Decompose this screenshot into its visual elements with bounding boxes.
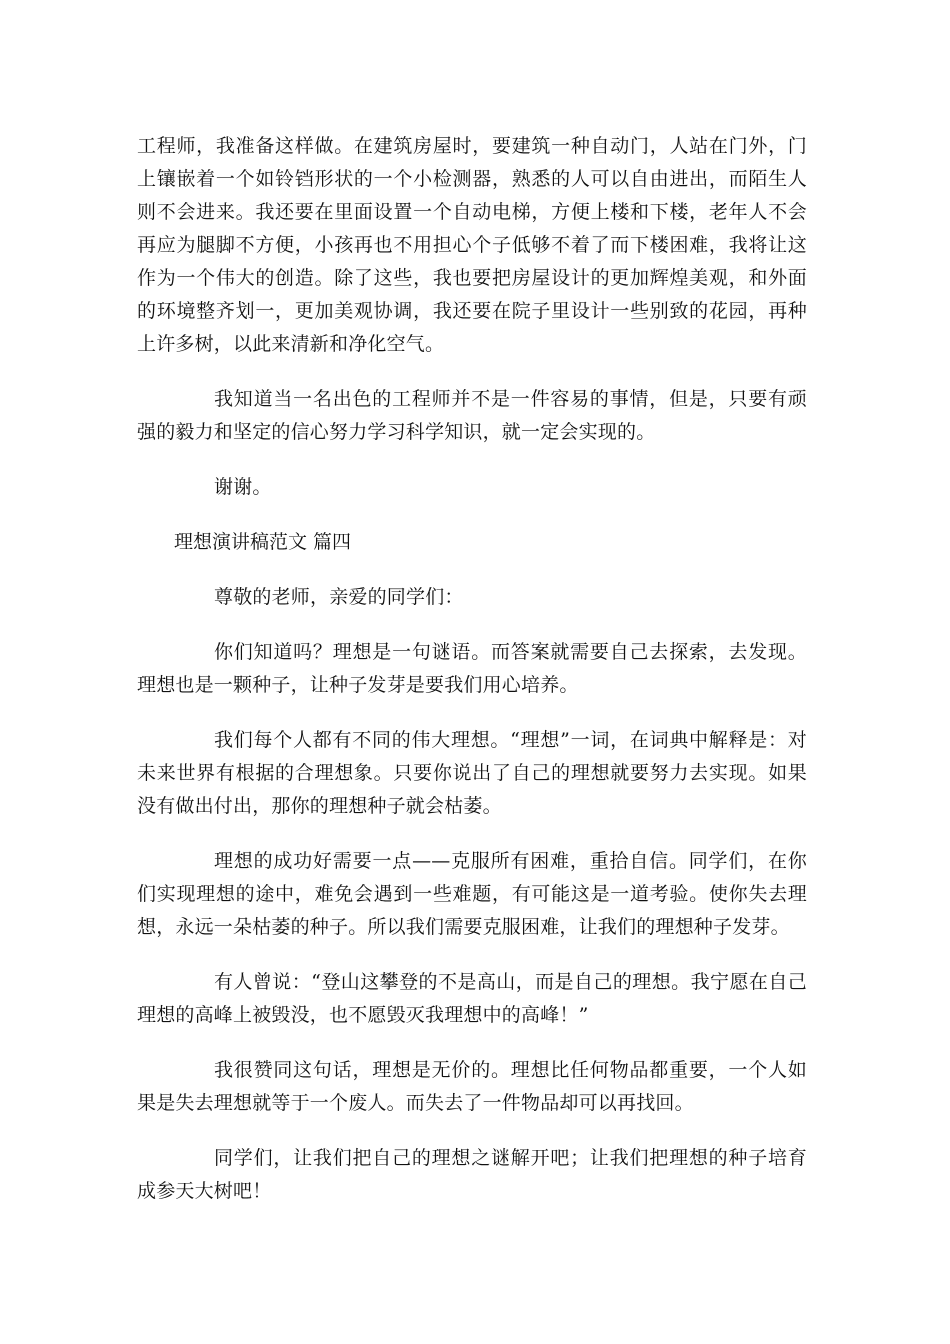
paragraph-overcome: 理想的成功好需要一点——克服所有困难，重拾自信。同学们，在你们实现理想的途中，难免会遇到一些难题，有可能这是一道考验。使你失去理想，永远一朵枯萎的种子。所以我们需要克服困难，让我们的理想种子发芽。 [137, 850, 807, 938]
paragraph-riddle: 你们知道吗？理想是一句谜语。而答案就需要自己去探索，去发现。理想也是一颗种子，让种子发芽是要我们用心培养。 [137, 641, 807, 696]
paragraph-definition: 我们每个人都有不同的伟大理想。“理想”一词，在词典中解释是：对未来世界有根据的合理想象。只要你说出了自己的理想就要努力去实现。如果没有做出付出，那你的理想种子就会枯萎。 [137, 729, 807, 817]
paragraph-thanks: 谢谢。 [214, 476, 272, 498]
paragraph-closing: 同学们，让我们把自己的理想之谜解开吧；让我们把理想的种子培育成参天大树吧！ [137, 1147, 807, 1202]
document-body [137, 130, 807, 1230]
paragraph-greeting: 尊敬的老师，亲爱的同学们： [214, 586, 464, 608]
paragraph-engineer-plan: 工程师，我准备这样做。在建筑房屋时，要建筑一种自动门，人站在门外，门上镶嵌着一个如铃铛形状的一个小检测器，熟悉的人可以自由进出，而陌生人则不会进来。我还要在里面设置一个自动电梯，方便上楼和下楼，老年人不会再应为腿脚不方便，小孩再也不用担心个子低够不着了而下楼困难，我将让这作为一个伟大的创造。除了这些，我也要把房屋设计的更加辉煌美观，和外面的环境整齐划一，更加美观协调，我还要在院子里设计一些别致的花园，再种上许多树，以此来清新和净化空气。 [137, 135, 807, 355]
section-heading: 理想演讲稿范文 篇四 [174, 531, 352, 553]
paragraph-quote: 有人曾说：“登山这攀登的不是高山，而是自己的理想。我宁愿在自己理想的高峰上被毁没，也不愿毁灭我理想中的高峰！” [137, 971, 807, 1026]
paragraph-priceless: 我很赞同这句话，理想是无价的。理想比任何物品都重要，一个人如果是失去理想就等于一个废人。而失去了一件物品却可以再找回。 [137, 1059, 807, 1114]
paragraph-engineer-conclusion: 我知道当一名出色的工程师并不是一件容易的事情，但是，只要有顽强的毅力和坚定的信心努力学习科学知识，就一定会实现的。 [137, 388, 807, 443]
